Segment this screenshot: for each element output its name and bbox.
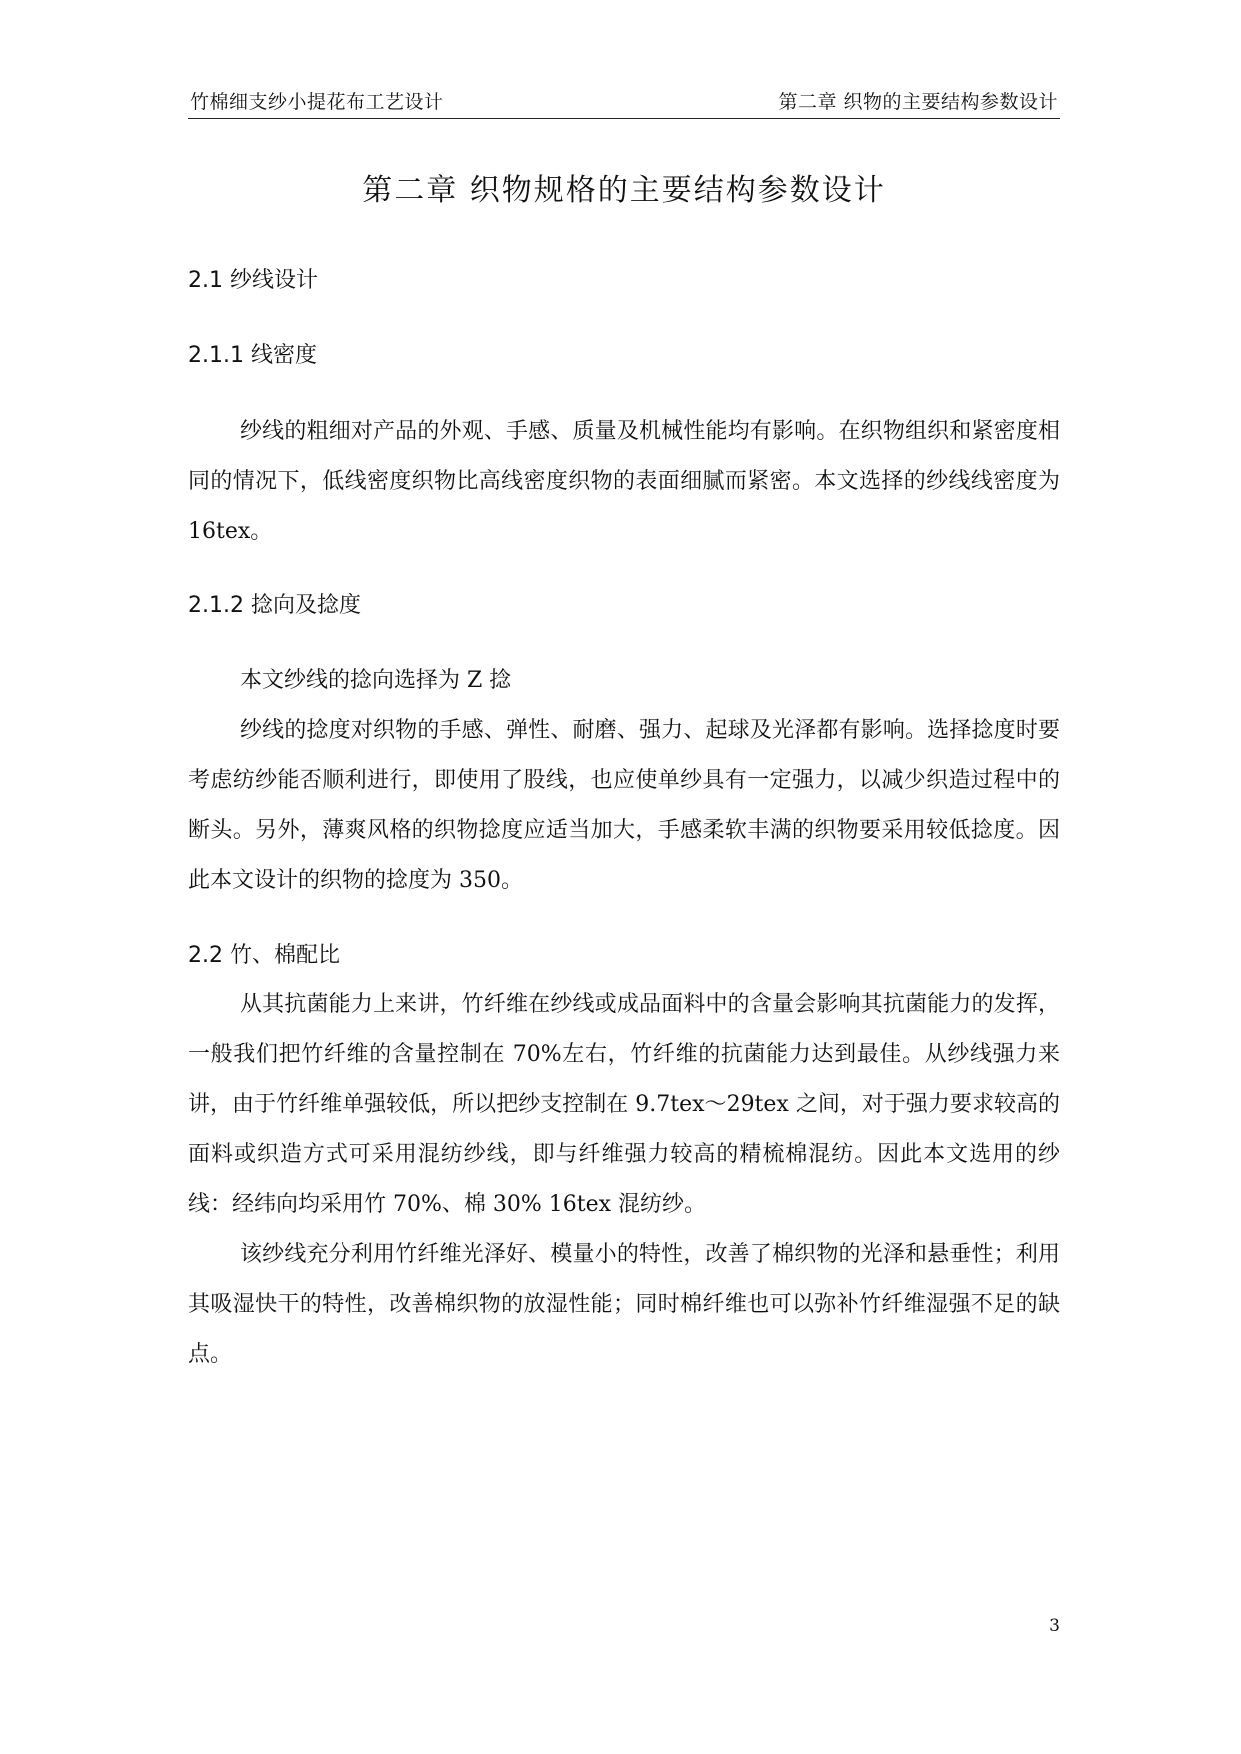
section-heading-2-1-1: 2.1.1 线密度 [188,343,317,368]
header-thesis-title: 竹棉细支纱小提花布工艺设计 [190,91,444,113]
section-heading-2-2: 2.2 竹、棉配比 [188,943,340,968]
paragraph-blend-ratio: 从其抗菌能力上来讲，竹纤维在纱线或成品面料中的含量会影响其抗菌能力的发挥，一般我们把竹纤维的含量控制在 70%左右，竹纤维的抗菌能力达到最佳。从纱线强力来讲，由于竹纤维单强较低，所以把纱支控制在 9.7tex～29tex 之间，对于强力要求较高的面料或织造方式可采用混纺纱线，即与纤维强力较高的精梳棉混纺。因此本文选用的纱线：经纬向均采用竹 70%、棉 30% 16tex 混纺纱。 [188,992,1060,1217]
running-header [188,88,1060,119]
chapter-title: 第二章 织物规格的主要结构参数设计 [362,173,886,208]
page-number: 3 [1049,1616,1060,1636]
paragraph-twist-direction: 本文纱线的捻向选择为 Z 捻 [240,668,512,693]
paragraph-blend-benefits: 该纱线充分利用竹纤维光泽好、模量小的特性，改善了棉织物的光泽和悬垂性；利用其吸湿快干的特性，改善棉织物的放湿性能；同时棉纤维也可以弥补竹纤维湿强不足的缺点。 [188,1242,1060,1367]
section-heading-2-1-2: 2.1.2 捻向及捻度 [188,593,361,618]
section-heading-2-1: 2.1 纱线设计 [188,268,318,293]
paragraph-twist-level: 纱线的捻度对织物的手感、弹性、耐磨、强力、起球及光泽都有影响。选择捻度时要考虑纺纱能否顺利进行，即使用了股线，也应使单纱具有一定强力，以减少织造过程中的断头。另外，薄爽风格的织物捻度应适当加大，手感柔软丰满的织物要采用较低捻度。因此本文设计的织物的捻度为 350。 [188,718,1060,893]
paragraph-linear-density: 纱线的粗细对产品的外观、手感、质量及机械性能均有影响。在织物组织和紧密度相同的情况下，低线密度织物比高线密度织物的表面细腻而紧密。本文选择的纱线线密度为 16tex。 [188,419,1060,544]
header-chapter-title: 第二章 织物的主要结构参数设计 [778,91,1058,113]
